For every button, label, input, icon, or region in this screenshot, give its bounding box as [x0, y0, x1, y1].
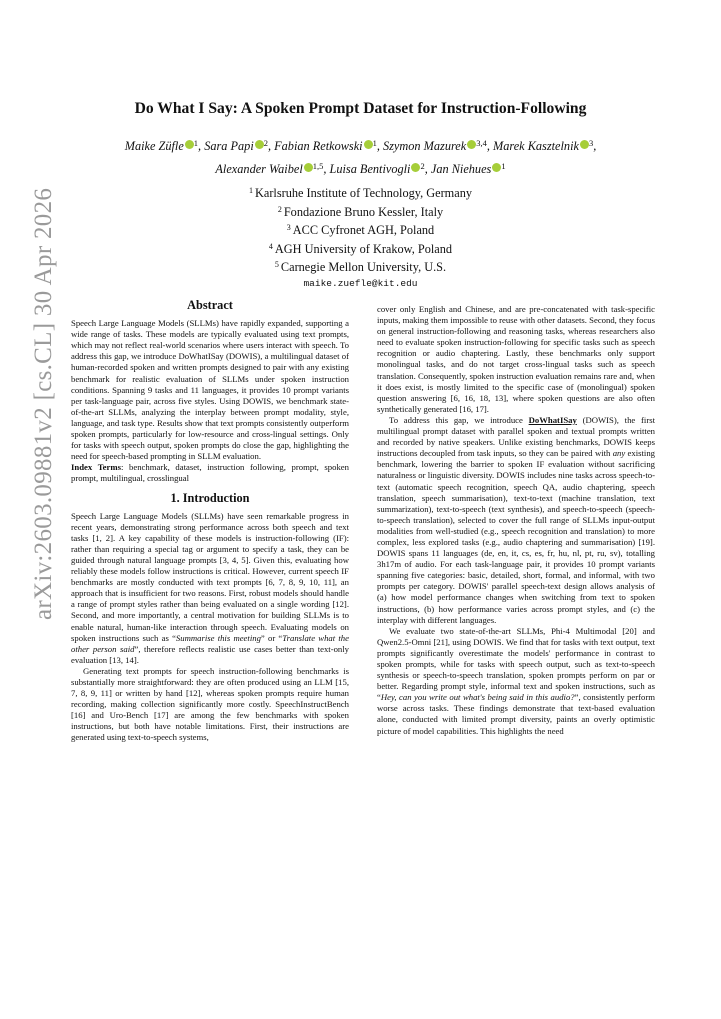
author-affiliation-mark: 3,4 — [476, 138, 487, 148]
orcid-icon[interactable] — [492, 163, 501, 172]
author-affiliation-mark: 1 — [193, 138, 199, 148]
affiliation-item: $^4$ AGH University of Krakow, Poland — [268, 241, 453, 256]
paper-title: Do What I Say: A Spoken Prompt Dataset for Instruction-Following — [134, 100, 587, 117]
intro-paragraph-4: To address this gap, we introduce DoWhatISay (DOWIS), the first multilingual prompt dataset with parallel spoken and textual prompts written and recorded by native speakers. Unlike existing benchmarks, DOWIS keeps instructions decoupled from task inputs, so they can be paired with any existing benchmark, lowering the barrier to spoken IF evaluation without sacrificing naturalness or linguistic diversity. DOWIS includes nine tasks across speech-to-text (automatic speech recognition, speech QA, audio chaptering, speech translation, speech summarisation), text-to-text (machine translation, text summarization), text-to-speech (text synthesis), and speech-to-speech (speech-to-speech translation), selected to cover the full range of SLLMs input-output modalities from well-studied (e.g., speech recognition and translation) to more complex, less explored tasks (e.g., audio chaptering and summarisation) [19]. DOWIS spans 11 languages (de, en, it, cs, es, fr, hu, nl, pt, ru, sv), totalling 3h17m of audio. For each task-language pair, it provides 10 prompt variants spanning five categories: basic, detailed, short, formal, and informal, with two prompts per category. DOWIS' parallel speech-text design allows analysis of (a) how model performance changes when switching from text to spoken instructions, (b) how performance varies across prompt styles, and (c) the interplay with different languages. — [377, 414, 655, 625]
author-name: Marek Kasztelnik — [493, 139, 579, 153]
intro-paragraph-2: Generating text prompts for speech instruction-following benchmarks is substantially more straightforward: they are often produced using an LLM [15, 7, 8, 9, 11] or written by hand [12], whereas spoken prompts require human recording, making collection significantly more costly. SpeechInstructBench [16] and Uro-Bench [17] are among the few benchmarks with spoken instructions, but both have notable limitations. First, their instructions are generated using text-to-speech systems, — [71, 665, 349, 743]
contact-email[interactable]: maike.zuefle@kit.edu — [303, 277, 418, 289]
author-affiliation-mark: 1,5 — [312, 161, 324, 171]
affiliation-list — [60, 183, 661, 291]
left-column — [71, 300, 349, 744]
author-affiliation-mark: 3 — [588, 138, 594, 148]
index-terms — [71, 462, 349, 484]
author-name: Maike Züfle — [124, 139, 184, 153]
author-name: Jan Niehues — [430, 162, 492, 176]
author-list: Maike Züfle $^1$, Sara Papi $^2$, Fabian Retkowski $^1$, Szymon Mazurek $^{3,4}$, Marek Kasztelnik $^3$, Alexander Waibel $^{1,5}$, Luisa Bentivogli $^2$, Jan Niehues $^1$ — [124, 138, 597, 176]
author-affiliation-mark: 1 — [372, 138, 377, 148]
introduction-heading: 1. Introduction — [170, 490, 250, 505]
orcid-icon[interactable] — [304, 163, 313, 172]
abstract-heading: Abstract — [187, 298, 233, 312]
author-name: Sara Papi — [204, 139, 254, 153]
orcid-icon[interactable] — [580, 140, 589, 149]
orcid-icon[interactable] — [467, 140, 476, 149]
orcid-icon[interactable] — [185, 140, 194, 149]
affiliation-item: $^2$ Fondazione Bruno Kessler, Italy — [277, 204, 444, 219]
dataset-name: DoWhatISay — [528, 414, 577, 425]
author-affiliation-mark: 2 — [420, 161, 425, 171]
author-name: Fabian Retkowski — [274, 139, 363, 153]
abstract-text: Speech Large Language Models (SLLMs) have rapidly expanded, supporting a wide range of tasks. These models are typically evaluated using text prompts, which may not reflect real-world scenarios where users interact with speech. To address this gap, we introduce DoWhatISay (DOWIS), a multilingual dataset of human-recorded spoken and written prompts designed to pair with any existing benchmark for realistic evaluation of SLLMs under spoken instruction conditions. Spanning 9 tasks and 11 languages, it provides 10 prompt variants per task-language pair, across five styles. Using DOWIS, we benchmark state-of-the-art SLLMs, analyzing the interplay between prompt modality, style, language, and task type. Results show that text prompts consistently outperform spoken prompts, particularly for low-resource and cross-lingual settings. Only for tasks with speech output, spoken prompts do close the gap, highlighting the need for speech-based prompting in SLLM evaluation. — [71, 318, 349, 462]
author-name: Luisa Bentivogli — [329, 162, 411, 176]
author-affiliation-mark: 2 — [263, 138, 268, 148]
affiliation-item: $^1$ Karlsruhe Institute of Technology, Germany — [248, 186, 472, 200]
author-name: Szymon Mazurek — [383, 139, 467, 153]
intro-paragraph-3: cover only English and Chinese, and are pre-concatenated with task-specific inputs, making them impossible to reuse with other datasets. Second, they focus on general instruction-following and reasoning tasks, whereas researchers also need to evaluate spoken instruction-following for specific tasks such as speech recognition or audio chaptering. Lastly, these benchmarks only support monolingual tasks, and do not target cross-lingual tasks such as speech translation. Consequently, spoken instruction evaluation remains rare and, when it does exist, is mostly limited to the specific case of (monolingual) spoken question answering [6, 16, 18, 13], where spoken questions are also often synthetically generated [16, 17]. — [377, 304, 655, 414]
orcid-icon[interactable] — [255, 140, 264, 149]
index-terms-label: Index Terms — [71, 462, 121, 473]
affiliation-item: $^5$ Carnegie Mellon University, U.S. — [274, 260, 447, 274]
intro-paragraph-1: Speech Large Language Models (SLLMs) have seen remarkable progress in recent years, demonstrating strong performance across both speech and text tasks [1, 2]. A key capability of these models is instruction-following (IF): rather than requiring a special tag or argument to specify a task, they can be guided through natural language prompts [3, 4, 5]. Given this, evaluating how reliably these models follow instructions is critical. However, current speech IF benchmarks are mostly conducted with text prompts [6, 7, 8, 9, 10, 11], an approach that is insufficient for two reasons. First, robust models should handle a range of prompt styles rather than being evaluated on a single wording [12]. Second, and more importantly, a central motivation for building SLLMs is to enable natural, human-like interaction through speech. Evaluating models on spoken instructions such as “Summarise this meeting” or “Translate what the other person said”, therefore reflects realistic use cases better than text-only evaluation [13, 14]. — [71, 510, 349, 665]
intro-paragraph-5: We evaluate two state-of-the-art SLLMs, Phi-4 Multimodal [20] and Qwen2.5-Omni [21], using DOWIS. We find that for tasks with text output, text prompts significantly overestimate the models' performance in contrast to spoken prompts, while for tasks with speech output, such as text-to-speech synthesis or speech-to-speech translation, spoken prompts perform on par or better. Regarding prompt style, informal text and spoken instructions, such as “Hey, can you write out what's being said in this audio?”, consistently perform worse across tasks. These findings demonstrate that text-based evaluation alone, conducted with limited prompt diversity, paints an overly optimistic picture of model capabilities. This highlights the need — [377, 625, 655, 736]
author-name: Alexander Waibel — [215, 162, 303, 176]
affiliation-item: $^3$ ACC Cyfronet AGH, Poland — [286, 223, 435, 237]
author-affiliation-mark: 1 — [501, 161, 506, 171]
index-terms-list: : benchmark, dataset, instruction following, prompt, spoken prompt, multilingual, crosslingual — [71, 462, 349, 484]
right-column — [377, 304, 655, 737]
arxiv-stamp-text: arXiv:2603.09881v2 [cs.CL] 30 Apr 2026 — [30, 187, 57, 620]
orcid-icon[interactable] — [364, 140, 373, 149]
